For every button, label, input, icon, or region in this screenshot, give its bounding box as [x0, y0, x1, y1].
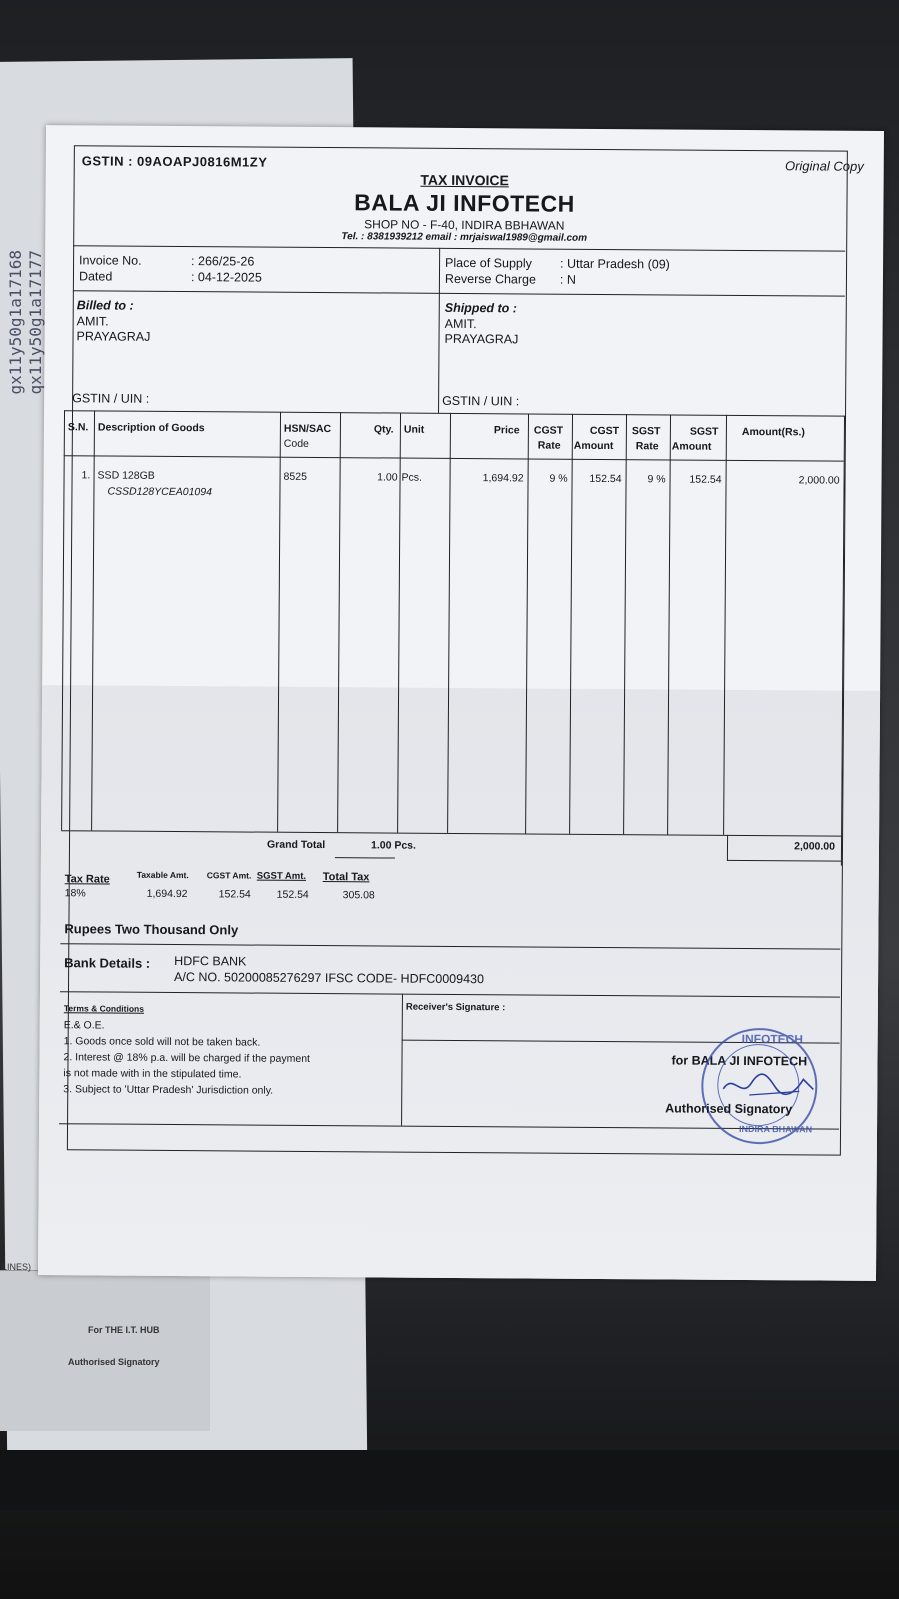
- terms-title: Terms & Conditions: [63, 1003, 145, 1014]
- row-serial: CSSD128YCEA01094: [107, 485, 212, 499]
- col-sgst-amt: SGST: [689, 425, 719, 438]
- col-cgst-rate: CGST: [533, 424, 564, 437]
- cgst-amt-header: CGST Amt.: [206, 870, 252, 881]
- col-cgst-amt: CGST: [589, 424, 620, 438]
- col-sn: S.N.: [67, 421, 89, 434]
- reverse-charge-label: Reverse Charge: [444, 271, 537, 287]
- col-sgst-rate-2: Rate: [635, 440, 659, 453]
- row-amount: 2,000.00: [798, 474, 840, 487]
- grand-total-qty: 1.00 Pcs.: [370, 839, 416, 852]
- billed-to-label: Billed to :: [76, 298, 134, 313]
- row-sn: 1.: [81, 469, 91, 482]
- row-qty: 1.00: [377, 471, 398, 484]
- total-tax-header: Total Tax: [322, 871, 370, 884]
- terms-line: 3. Subject to 'Uttar Pradesh' Jurisdiction only.: [63, 1083, 274, 1097]
- taxable-amt-value: 1,694.92: [146, 887, 188, 901]
- col-qty: Qty.: [373, 423, 394, 436]
- company-contact: Tel. : 8381939212 email : mrjaiswal1989@gmail.com: [341, 231, 588, 244]
- row-desc: SSD 128GB: [97, 469, 155, 482]
- company-address: SHOP NO - F-40, INDIRA BBHAWAN: [364, 217, 565, 233]
- terms-line: 2. Interest @ 18% p.a. will be charged if the payment: [63, 1051, 311, 1065]
- col-desc: Description of Goods: [97, 421, 205, 435]
- row-price: 1,694.92: [482, 472, 524, 485]
- signature-scribble: [719, 1065, 819, 1106]
- reverse-charge-value: : N: [559, 272, 576, 287]
- shipped-to-name: AMIT.: [444, 316, 477, 332]
- sgst-amt-value: 152.54: [276, 888, 309, 901]
- place-of-supply-label: Place of Supply: [445, 255, 532, 271]
- terms-line: E.& O.E.: [63, 1019, 105, 1032]
- bank-account: A/C NO. 50200085276297 IFSC CODE- HDFC0009430: [174, 970, 485, 987]
- document-title: TAX INVOICE: [420, 171, 509, 189]
- invoice-no-value: : 266/25-26: [191, 254, 255, 269]
- sgst-amt-header: SGST Amt.: [256, 870, 307, 882]
- company-name: BALA JI INFOTECH: [354, 189, 575, 217]
- row-cgst-amt: 152.54: [589, 472, 622, 486]
- background-paper-bottom: [0, 1270, 210, 1431]
- shipped-to-city: PRAYAGRAJ: [444, 331, 519, 347]
- col-hsn-code: Code: [283, 437, 309, 450]
- total-tax-value: 305.08: [342, 889, 375, 902]
- billed-gstin: GSTIN / UIN :: [72, 391, 150, 406]
- billed-to-name: AMIT.: [76, 314, 109, 329]
- invoice-no-label: Invoice No.: [79, 253, 142, 268]
- for-company-label: for BALA JI INFOTECH: [671, 1053, 808, 1069]
- place-of-supply-value: : Uttar Pradesh (09): [560, 256, 670, 272]
- col-line: [727, 835, 728, 861]
- row-unit: Pcs.: [401, 471, 423, 484]
- col-hsn: HSN/SAC: [283, 422, 332, 436]
- authorised-signatory-label: Authorised Signatory: [665, 1101, 793, 1117]
- background-for-label: For THE I.T. HUB: [88, 1325, 160, 1335]
- row-hsn: 8525: [283, 470, 307, 483]
- col-sgst-amt-2: Amount: [671, 440, 712, 453]
- billed-to-city: PRAYAGRAJ: [76, 329, 151, 344]
- grand-total-amount: 2,000.00: [794, 840, 836, 853]
- terms-line: is not made with in the stipulated time.: [63, 1067, 242, 1081]
- background-side-text-1: gx11y50g1a17168: [6, 250, 25, 395]
- row-cgst-rate: 9 %: [549, 472, 568, 485]
- taxable-amt-header: Taxable Amt.: [136, 869, 189, 881]
- cgst-amt-value: 152.54: [218, 888, 251, 901]
- dated-label: Dated: [78, 269, 113, 284]
- background-lines-label: LINES): [2, 1262, 32, 1272]
- col-cgst-rate-2: Rate: [537, 439, 561, 452]
- col-price: Price: [493, 424, 520, 437]
- bank-name: HDFC BANK: [174, 954, 247, 969]
- dated-value: : 04-12-2025: [190, 270, 262, 285]
- background-auth-label: Authorised Signatory: [68, 1357, 160, 1367]
- shipped-gstin: GSTIN / UIN :: [442, 393, 520, 409]
- tax-rate-value: 18%: [64, 887, 86, 900]
- col-unit: Unit: [403, 423, 425, 436]
- amount-in-words: Rupees Two Thousand Only: [64, 921, 239, 938]
- row-sgst-amt: 152.54: [689, 473, 722, 486]
- company-stamp: INFOTECH INDIRA BHAWAN: [701, 1028, 818, 1145]
- background-side-text-2: qx11y50g1a17177: [26, 250, 45, 395]
- tax-rate-header: Tax Rate: [64, 873, 110, 886]
- col-cgst-amt-2: Amount: [573, 439, 614, 453]
- col-sgst-rate: SGST: [631, 425, 661, 438]
- row-sgst-rate: 9 %: [647, 473, 666, 486]
- terms-line: 1. Goods once sold will not be taken back.: [63, 1035, 261, 1049]
- glass-edge: [0, 1450, 899, 1510]
- bank-details-label: Bank Details :: [64, 955, 151, 971]
- shipped-to-label: Shipped to :: [444, 300, 518, 316]
- receiver-signature-label: Receiver's Signature :: [405, 1001, 506, 1014]
- col-amount: Amount(Rs.): [741, 425, 805, 439]
- grand-total-label: Grand Total: [266, 838, 326, 852]
- seller-gstin: GSTIN : 09AOAPJ0816M1ZY: [81, 153, 268, 170]
- copy-label: Original Copy: [784, 158, 864, 174]
- invoice-sheet: [38, 125, 884, 1281]
